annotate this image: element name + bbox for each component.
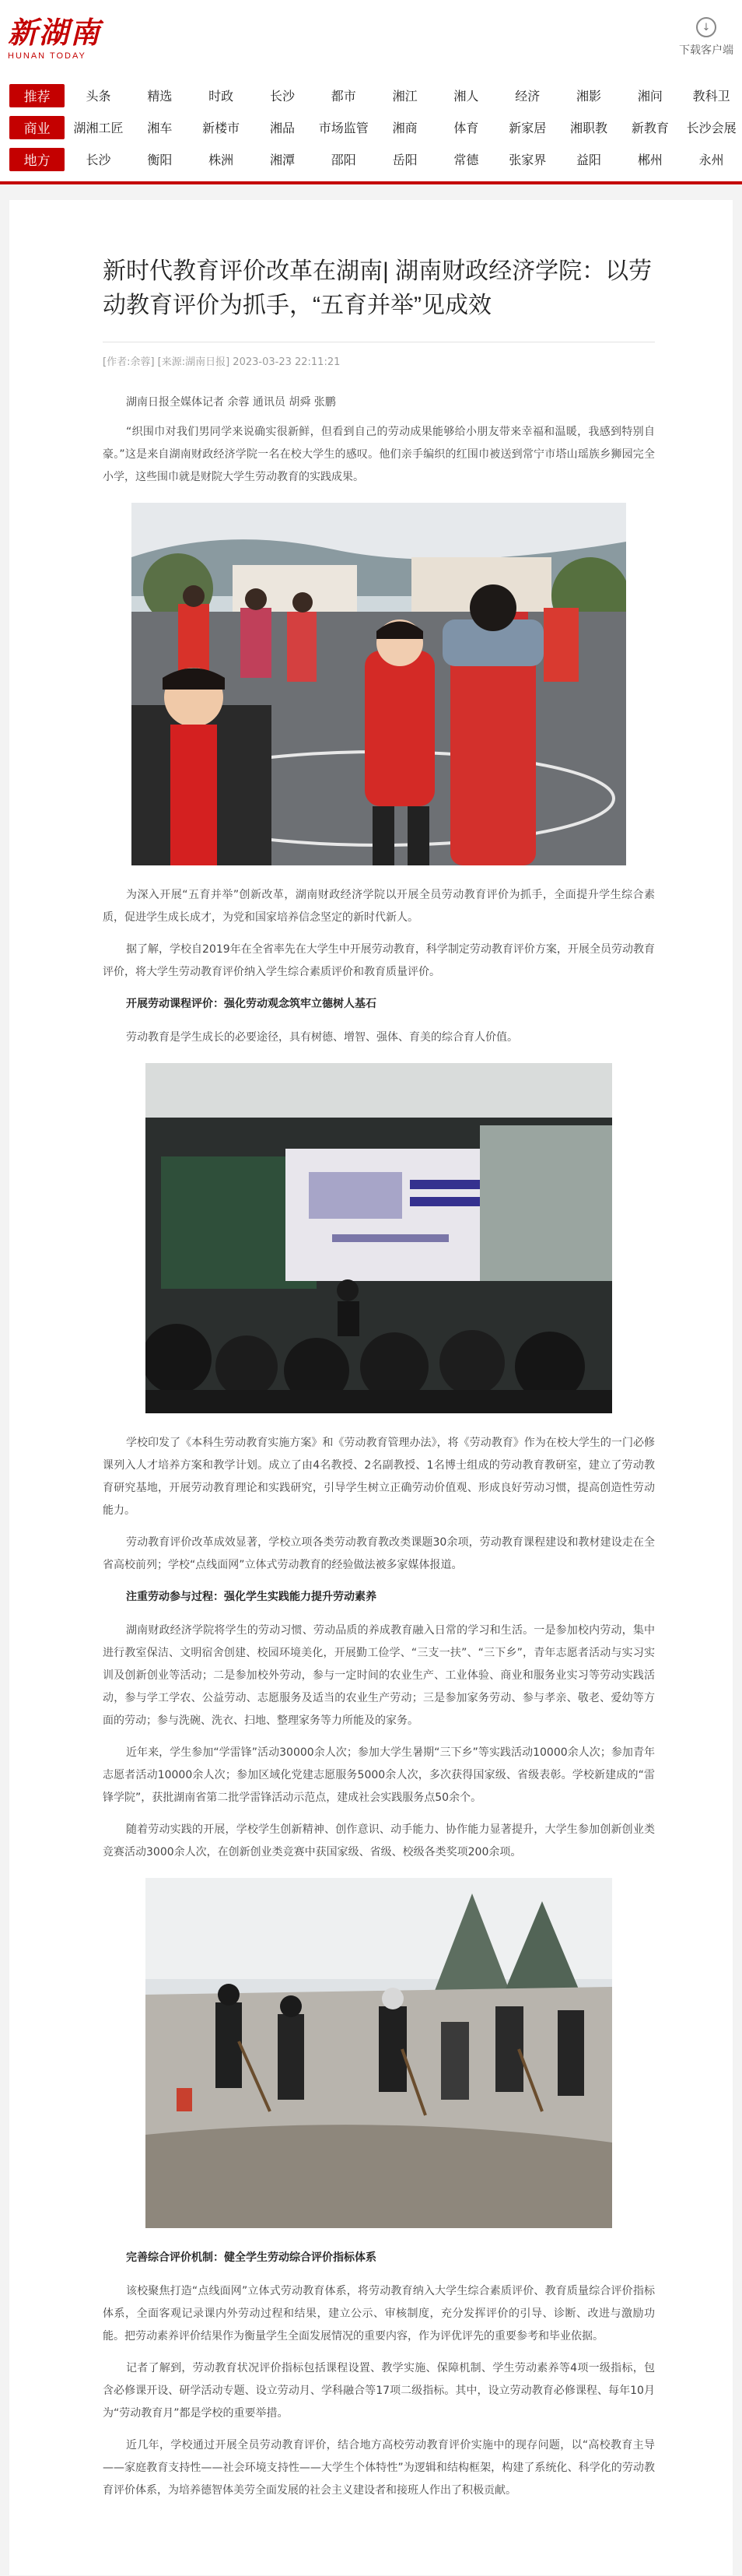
nav-item[interactable]: 新楼市 (202, 121, 240, 135)
channel-nav (0, 75, 742, 184)
article-paragraph: “织围巾对我们男同学来说确实很新鲜，但看到自己的劳动成果能够给小朋友带来幸福和温暖，我感到特别自豪。”这是来自湖南财政经济学院一名在校大学生的感叹。他们亲手编织的红围巾被送到常宁市塔山瑶族乡狮园完全小学，这些围巾就是财院大学生劳动教育的实践成果。 (103, 426, 655, 483)
nav-item[interactable]: 湘品 (269, 121, 295, 135)
nav-item[interactable]: 湘问 (637, 89, 663, 104)
nav-item[interactable]: 精选 (147, 89, 173, 104)
article-paragraph: 为深入开展“五育并举”创新改革，湖南财政经济学院以开展全员劳动教育评价为抓手，全面提升学生综合素质，促进学生成长成才，为党和国家培养信念坚定的新时代新人。 (103, 889, 655, 924)
download-icon: ↓ (696, 17, 716, 37)
download-label: 下载客户端 (679, 44, 733, 57)
nav-row-business (0, 111, 742, 143)
nav-item[interactable]: 郴州 (637, 153, 663, 167)
nav-item[interactable]: 长沙会展 (686, 121, 737, 135)
nav-item[interactable]: 衡阳 (147, 153, 173, 167)
nav-item[interactable]: 都市 (331, 89, 356, 104)
section-heading: 开展劳动课程评价：强化劳动观念筑牢立德树人基石 (126, 998, 376, 1010)
article-paragraph: 随着劳动实践的开展，学校学生创新精神、创作意识、动手能力、协作能力显著提升，大学生参加创新创业类竞赛活动3000余人次，在创新创业类竞赛中获国家级、省级、校级各类奖项200余项。 (103, 1823, 655, 1858)
logo-subtitle: HUNAN TODAY (8, 51, 86, 61)
nav-row-local (0, 143, 742, 175)
nav-item[interactable]: 长沙 (269, 89, 295, 104)
nav-item[interactable]: 湘商 (392, 121, 418, 135)
site-logo[interactable] (8, 16, 109, 61)
nav-tag[interactable]: 推荐 (9, 84, 65, 107)
nav-item[interactable]: 岳阳 (392, 153, 418, 167)
article-paragraph: 湖南财政经济学院将学生的劳动习惯、劳动品质的养成教育融入日常的学习和生活。一是参加校内劳动，集中进行教室保洁、文明宿舍创建、校园环境美化，开展勤工俭学、“三支一扶”、“三下乡”，青年志愿者活动与实习实训及创新创业等活动；二是参加校外劳动，参与一定时间的农业生产、工业体验、商业和服务业实习等劳动实践活动，参与学工学农、公益劳动、志愿服务及适当的农业生产劳动；三是参加家务劳动、参与孝亲、敬老、爱幼等方面的劳动；参与洗碗、洗衣、扫地、整理家务等力所能及的家务。 (103, 1624, 655, 1727)
article-paragraph: 近年来，学生参加“学雷锋”活动30000余人次；参加大学生暑期“三下乡”等实践活动10000余人次；参加青年志愿者活动10000余人次；参加区域化党建志愿服务5000余人次，多次获得国家级、省级表彰。学校新建成的“雷锋学院”，获批湖南省第二批学雷锋活动示范点，建成社会实践服务点50余个。 (103, 1746, 655, 1804)
section-heading: 完善综合评价机制：健全学生劳动综合评价指标体系 (126, 2251, 376, 2264)
photo-classroom-lecture (145, 1063, 612, 1413)
nav-item[interactable]: 市场监管 (318, 121, 369, 135)
nav-item[interactable]: 时政 (208, 89, 234, 104)
nav-item[interactable]: 邵阳 (331, 153, 356, 167)
nav-item[interactable]: 湘车 (147, 121, 173, 135)
article-title: 新时代教育评价改革在湖南| 湖南财政经济学院：以劳动教育评价为抓手，“五育并举”见成效 (103, 258, 653, 318)
photo-children-scarves (131, 503, 626, 865)
nav-item[interactable]: 体育 (453, 121, 479, 135)
nav-item[interactable]: 永州 (698, 153, 724, 167)
photo-snow-volunteers (145, 1878, 612, 2228)
nav-item[interactable]: 湘江 (392, 89, 418, 104)
nav-item[interactable]: 头条 (86, 89, 111, 104)
article-meta: [作者:余蓉] [来源:湖南日报] 2023-03-23 22:11:21 (103, 356, 341, 368)
nav-item[interactable]: 湘潭 (269, 153, 295, 167)
article-byline: 湖南日报全媒体记者 余蓉 通讯员 胡舜 张鹏 (126, 396, 336, 409)
article-paragraph: 学校印发了《本科生劳动教育实施方案》和《劳动教育管理办法》，将《劳动教育》作为在校大学生的一门必修课列入人才培养方案和教学计划。成立了由4名教授、2名副教授、1名博士组成的劳动教育教研室，建立了劳动教育研究基地，开展劳动教育理论和实践研究，引导学生树立正确劳动价值观、形成良好劳动习惯，提高创造性劳动能力。 (103, 1437, 655, 1517)
nav-item[interactable]: 长沙 (86, 153, 111, 167)
nav-item[interactable]: 株洲 (208, 153, 234, 167)
article-paragraph: 劳动教育是学生成长的必要途径，具有树德、增智、强体、育美的综合育人价值。 (126, 1031, 518, 1044)
nav-item[interactable]: 湖湘工匠 (73, 121, 124, 135)
article-card (9, 200, 733, 2575)
nav-item[interactable]: 教科卫 (692, 89, 730, 104)
logo-text: 新湖南 (8, 15, 102, 50)
section-heading: 注重劳动参与过程：强化学生实践能力提升劳动素养 (126, 1591, 376, 1603)
nav-item[interactable]: 张家界 (509, 153, 547, 167)
nav-item[interactable]: 新家居 (509, 121, 547, 135)
nav-item[interactable]: 湘人 (453, 89, 479, 104)
nav-item[interactable]: 新教育 (631, 121, 669, 135)
nav-item[interactable]: 湘影 (576, 89, 602, 104)
nav-item[interactable]: 湘职教 (570, 121, 608, 135)
nav-item[interactable]: 益阳 (576, 153, 602, 167)
article-paragraph: 据了解，学校自2019年在全省率先在大学生中开展劳动教育，科学制定劳动教育评价方案，开展全员劳动教育评价，将大学生劳动教育评价纳入学生综合素质评价和教育质量评价。 (103, 943, 655, 978)
article-paragraph: 近几年，学校通过开展全员劳动教育评价，结合地方高校劳动教育评价实施中的现存问题，以“高校教育主导——家庭教育支持性——社会环境支持性——大学生个体特性”为逻辑和结构框架，构建了系统化、科学化的劳动教育评价体系，为培养德智体美劳全面发展的社会主义建设者和接班人作出了积极贡献。 (103, 2439, 655, 2497)
nav-item[interactable]: 常德 (453, 153, 479, 167)
nav-tag[interactable]: 商业 (9, 116, 65, 139)
download-app-button[interactable] (675, 17, 737, 58)
nav-item[interactable]: 经济 (515, 89, 541, 104)
article-paragraph: 该校聚焦打造“点线面网”立体式劳动教育体系，将劳动教育纳入大学生综合素质评价、教育质量综合评价指标体系，全面客观记录课内外劳动过程和结果，建立公示、审核制度，充分发挥评价的引导、诊断、改进与激励功能。把劳动素养评价结果作为衡量学生全面发展情况的重要内容，作为评优评先的重要参考和毕业依据。 (103, 2285, 655, 2343)
article-paragraph: 劳动教育评价改革成效显著，学校立项各类劳动教育教改类课题30余项，劳动教育课程建设和教材建设走在全省高校前列；学校“点线面网”立体式劳动教育的经验做法被多家媒体报道。 (103, 1536, 655, 1571)
top-header (0, 0, 742, 75)
nav-row-recommend (0, 79, 742, 111)
article-paragraph: 记者了解到，劳动教育状况评价指标包括课程设置、教学实施、保障机制、学生劳动素养等4项一级指标，包含必修课开设、研学活动专题、设立劳动月、学科融合等17项二级指标。其中，设立劳动教育必修课程、每年10月为“劳动教育月”都是学校的重要举措。 (103, 2362, 655, 2420)
nav-tag[interactable]: 地方 (9, 148, 65, 171)
